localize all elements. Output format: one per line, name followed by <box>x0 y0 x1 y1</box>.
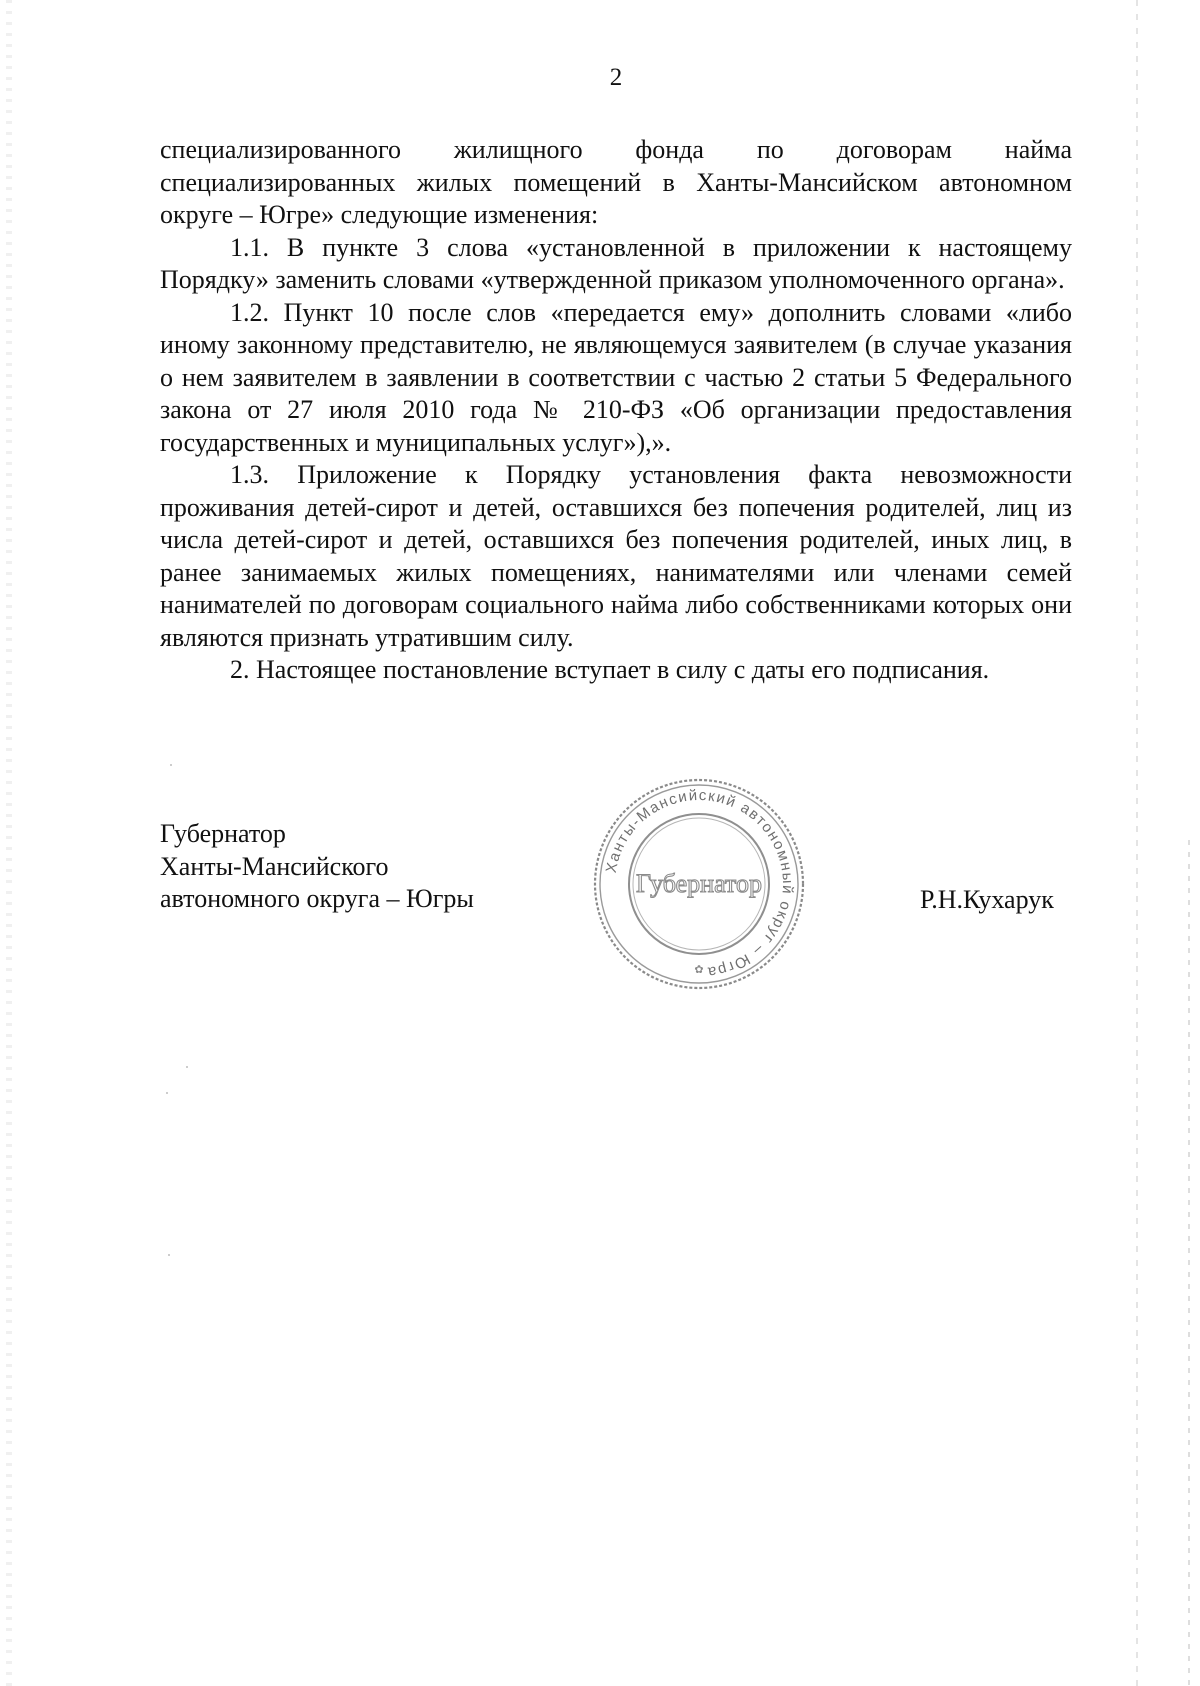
scan-speck <box>166 1092 168 1094</box>
seal-ring-text: Ханты-Мансийский автономный округ – Югра <box>602 786 797 981</box>
scan-speck <box>168 1254 170 1256</box>
intro-line-1: специализированного жилищного фонда по договорам найма <box>160 135 1072 164</box>
paragraph-1-1: 1.1. В пункте 3 слова «установленной в приложении к настоящему Порядку» заменить словами «утвержденной приказом уполномоченного органа». <box>160 232 1072 294</box>
document-body <box>160 134 1072 687</box>
signatory-position-line-1: Губернатор <box>160 819 286 848</box>
intro-paragraph <box>160 134 1072 232</box>
signatory-name: Р.Н.Кухарук <box>920 885 1054 914</box>
page-number: 2 <box>609 64 623 91</box>
paragraph-2: 2. Настоящее постановление вступает в силу с даты его подписания. <box>230 655 990 684</box>
seal-star-icon: ✿ <box>694 963 704 976</box>
seal-center-text: Губернатор <box>636 869 762 898</box>
scan-speck <box>186 1066 188 1068</box>
intro-line-rest: специализированных жилых помещений в Ханты-Мансийском автономном округе – Югре» следующие изменения: <box>160 167 1072 229</box>
paragraph-1-2: 1.2. Пункт 10 после слов «передается ему» дополнить словами «либо иному законному представителю, не являющемуся заявителем (в случае указания о нем заявителем в заявлении в соответствии с частью 2 статьи 5 Федерального закона от 27 июля 2010 года № 210-ФЗ «Об организации предоставления государственных и муниципальных услуг»),». <box>160 297 1072 457</box>
official-seal-stamp <box>588 773 810 995</box>
scan-edge-right-lower <box>1188 840 1190 1686</box>
scan-edge-right <box>1136 0 1138 1686</box>
signatory-position-line-3: автономного округа – Югры <box>160 884 474 913</box>
scan-speck <box>170 764 172 766</box>
scan-edge-left <box>6 0 12 1686</box>
signatory-position <box>160 818 474 916</box>
signatory-position-line-2: Ханты-Мансийского <box>160 851 389 881</box>
paragraph-1-3: 1.3. Приложение к Порядку установления факта невозможности проживания детей-сирот и детей, оставшихся без попечения родителей, лиц из числа детей-сирот и детей, оставшихся без попечения родителей, иных лиц, в ранее занимаемых жилых помещениях, нанимателями или членами семей нанимателей по договорам социального найма либо собственниками которых они являются признать утратившим силу. <box>160 460 1072 652</box>
